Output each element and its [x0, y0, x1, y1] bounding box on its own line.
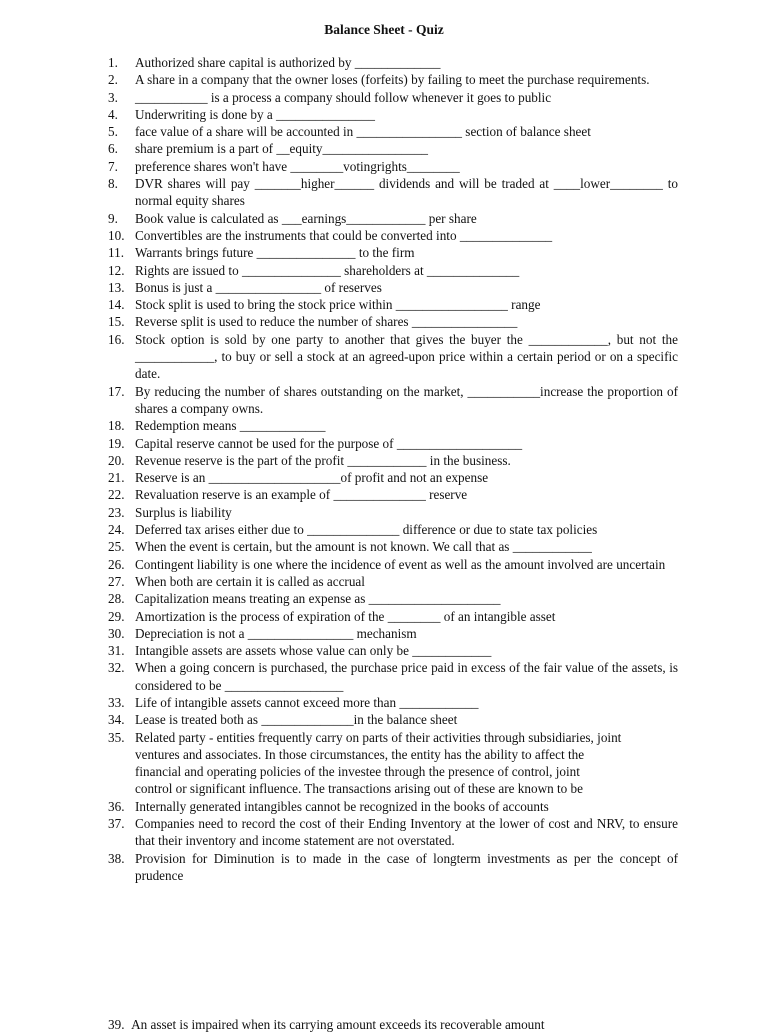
question-text: Capital reserve cannot be used for the purpose of ___________________ — [135, 435, 523, 451]
question-item — [108, 435, 678, 452]
question-text: DVR shares will pay _______higher______ dividends and will be traded at ____lower________ to normal equity shares — [135, 176, 678, 209]
question-number: 29. — [108, 608, 125, 624]
question-item — [108, 486, 678, 503]
question-item — [108, 417, 678, 434]
question-item — [108, 296, 678, 313]
question-item — [108, 521, 678, 538]
question-text: When the event is certain, but the amount is not known. We call that as ____________ — [135, 539, 592, 555]
question-item — [108, 798, 678, 815]
question-number: 4. — [108, 106, 118, 122]
question-text: Deferred tax arises either due to ______________ difference or due to state tax policies — [135, 522, 598, 538]
question-item — [108, 815, 678, 850]
question-item — [108, 452, 678, 469]
question-number: 6. — [108, 141, 118, 157]
question-item — [108, 694, 678, 711]
question-number: 7. — [108, 158, 118, 174]
question-number: 14. — [108, 297, 125, 313]
question-text: Warrants brings future _______________ to the firm — [135, 245, 415, 261]
question-text: When both are certain it is called as accrual — [135, 573, 365, 589]
question-text: Depreciation is not a ________________ mechanism — [135, 625, 417, 641]
question-list — [108, 54, 678, 884]
question-item — [108, 140, 678, 157]
question-item — [108, 158, 678, 175]
question-number: 33. — [108, 694, 125, 710]
question-number: 15. — [108, 314, 125, 330]
question-number: 18. — [108, 418, 125, 434]
question-number: 17. — [108, 383, 125, 399]
question-number: 8. — [108, 176, 118, 192]
question-text: Reserve is an ____________________of profit and not an expense — [135, 470, 489, 486]
question-number: 5. — [108, 124, 118, 140]
question-number: 23. — [108, 504, 125, 520]
question-text: ___________ is a process a company should follow whenever it goes to public — [135, 89, 552, 105]
page-title: Balance Sheet - Quiz — [324, 22, 444, 37]
question-item — [108, 123, 678, 140]
question-item — [108, 106, 678, 123]
question-item — [108, 538, 678, 555]
question-number: 22. — [108, 487, 125, 503]
question-text: Book value is calculated as ___earnings____________ per share — [135, 210, 477, 226]
question-item — [108, 504, 678, 521]
question-item — [108, 210, 678, 227]
question-number: 1. — [108, 55, 118, 70]
question-text: Companies need to record the cost of their Ending Inventory at the lower of cost and NRV, to ensure that their inventory and income statement are not overstated. — [135, 816, 678, 849]
question-number: 37. — [108, 816, 125, 832]
question-item — [108, 244, 678, 261]
question-number: 35. — [108, 729, 125, 745]
question-text: preference shares won't have ________votingrights________ — [135, 158, 460, 174]
question-number: 21. — [108, 470, 125, 486]
question-number: 12. — [108, 262, 125, 278]
question-text: When a going concern is purchased, the purchase price paid in excess of the fair value of the assets, is considered to be __________________ — [135, 660, 678, 693]
question-item — [108, 331, 678, 383]
question-text: Authorized share capital is authorized by _____________ — [135, 55, 441, 70]
question-item — [108, 313, 678, 330]
question-item — [108, 89, 678, 106]
question-item — [108, 711, 678, 728]
question-item — [108, 729, 678, 798]
question-text: Reverse split is used to reduce the number of shares ________________ — [135, 314, 518, 330]
question-item — [108, 556, 678, 573]
question-item — [108, 54, 678, 71]
question-text: Internally generated intangibles cannot be recognized in the books of accounts — [135, 798, 549, 814]
question-number: 2. — [108, 72, 118, 88]
question-text: Provision for Diminution is to made in the case of longterm investments as per the concept of prudence — [135, 850, 678, 883]
question-item — [108, 469, 678, 486]
question-number: 28. — [108, 591, 125, 607]
question-item — [108, 279, 678, 296]
question-item — [108, 227, 678, 244]
question-number: 11. — [108, 245, 124, 261]
question-text: Revenue reserve is the part of the profit ____________ in the business. — [135, 452, 511, 468]
question-item — [108, 262, 678, 279]
question-item — [108, 608, 678, 625]
question-text: Bonus is just a ________________ of reserves — [135, 279, 382, 295]
question-text: Related party - entities frequently carry on parts of their activities through subsidiaries, joint ventures and associates. In those circumstances, the entity has the ability to affect the financial and operating policies of the investee through the presence of control, joint control or significant influence. The transactions arising out of these are known to be — [135, 729, 622, 797]
question-text: Redemption means _____________ — [135, 418, 326, 434]
question-item — [108, 383, 678, 418]
question-text: Convertibles are the instruments that could be converted into ______________ — [135, 227, 553, 243]
question-text: Intangible assets are assets whose value can only be ____________ — [135, 643, 492, 659]
question-text: Underwriting is done by a _______________ — [135, 106, 375, 122]
question-text: Capitalization means treating an expense as ____________________ — [135, 591, 501, 607]
cut-off-question — [108, 1016, 545, 1033]
question-number: 10. — [108, 227, 125, 243]
question-number: 3. — [108, 89, 118, 105]
question-number: 19. — [108, 435, 125, 451]
question-number: 38. — [108, 850, 125, 866]
question-item — [108, 850, 678, 885]
question-number: 9. — [108, 210, 118, 226]
question-number: 13. — [108, 279, 125, 295]
question-number: 36. — [108, 798, 125, 814]
question-item — [108, 573, 678, 590]
question-number: 25. — [108, 539, 125, 555]
question-number: 20. — [108, 452, 125, 468]
question-item — [108, 71, 678, 88]
question-text: share premium is a part of __equity________________ — [135, 141, 429, 157]
question-item — [108, 659, 678, 694]
question-text: By reducing the number of shares outstanding on the market, ___________increase the proportion of shares a company owns. — [135, 383, 678, 416]
question-number: 26. — [108, 556, 125, 572]
question-number: 39. — [108, 1017, 125, 1032]
question-number: 24. — [108, 522, 125, 538]
question-text: Contingent liability is one where the incidence of event as well as the amount involved are uncertain — [135, 556, 666, 572]
question-text: Stock option is sold by one party to another that gives the buyer the ____________, but not the ____________, to buy or sell a stock at an agreed-upon price within a certain period or on a specific date. — [135, 331, 678, 382]
question-text: Stock split is used to bring the stock price within _________________ range — [135, 297, 541, 313]
question-item — [108, 175, 678, 210]
question-item — [108, 625, 678, 642]
question-text: A share in a company that the owner loses (forfeits) by failing to meet the purchase requirements. — [135, 72, 650, 88]
question-number: 16. — [108, 331, 125, 347]
question-text: Rights are issued to _______________ shareholders at ______________ — [135, 262, 520, 278]
question-number: 30. — [108, 625, 125, 641]
question-text: An asset is impaired when its carrying amount exceeds its recoverable amount — [131, 1017, 545, 1032]
question-number: 27. — [108, 573, 125, 589]
question-item — [108, 590, 678, 607]
question-text: Lease is treated both as ______________in the balance sheet — [135, 712, 458, 728]
question-text: Revaluation reserve is an example of ______________ reserve — [135, 487, 468, 503]
question-text: face value of a share will be accounted in ________________ section of balance sheet — [135, 124, 591, 140]
question-text: Surplus is liability — [135, 504, 232, 520]
question-number: 34. — [108, 712, 125, 728]
question-text: Life of intangible assets cannot exceed more than ____________ — [135, 694, 479, 710]
question-item — [108, 642, 678, 659]
question-number: 31. — [108, 643, 125, 659]
question-text: Amortization is the process of expiration of the ________ of an intangible asset — [135, 608, 556, 624]
question-number: 32. — [108, 660, 125, 676]
